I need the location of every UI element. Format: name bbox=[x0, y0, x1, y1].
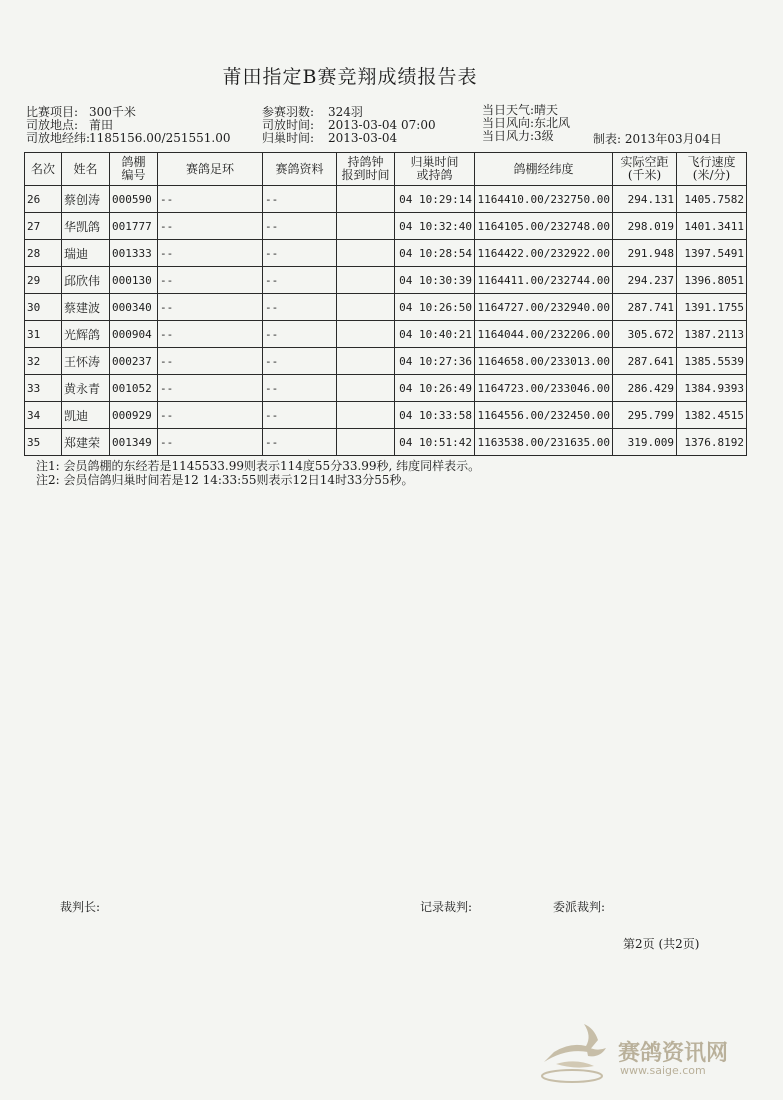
table-cell: 26 bbox=[25, 186, 62, 213]
table-cell bbox=[337, 294, 395, 321]
table-cell: 291.948 bbox=[613, 240, 677, 267]
table-cell: 000929 bbox=[110, 402, 158, 429]
column-header: 飞行速度 (米/分) bbox=[677, 153, 747, 186]
table-cell: 1397.5491 bbox=[677, 240, 747, 267]
watermark-text: 赛鸽资讯网 bbox=[618, 1041, 729, 1066]
table-cell: 286.429 bbox=[613, 375, 677, 402]
table-header-row bbox=[25, 153, 747, 186]
table-cell: 04 10:33:58 bbox=[395, 402, 475, 429]
meta-key: 当日天气: bbox=[482, 103, 535, 117]
notes bbox=[36, 459, 480, 487]
table-cell: 000237 bbox=[110, 348, 158, 375]
table-cell: 1164658.00/233013.00 bbox=[475, 348, 613, 375]
table-cell: -- bbox=[263, 267, 337, 294]
meta-key: 当日风力: bbox=[482, 129, 535, 143]
table-cell: -- bbox=[263, 402, 337, 429]
table-row bbox=[25, 294, 747, 321]
table-cell: 04 10:26:49 bbox=[395, 375, 475, 402]
table-cell: 04 10:28:54 bbox=[395, 240, 475, 267]
table-cell: 王怀涛 bbox=[62, 348, 110, 375]
table-cell: 000340 bbox=[110, 294, 158, 321]
column-header: 姓名 bbox=[62, 153, 110, 186]
table-cell: 04 10:29:14 bbox=[395, 186, 475, 213]
recorder-referee-label: 记录裁判: bbox=[420, 900, 473, 914]
meta-key: 司放地经纬: bbox=[26, 131, 91, 145]
meta-value: 324羽 bbox=[328, 105, 363, 119]
table-cell bbox=[337, 375, 395, 402]
table-row bbox=[25, 429, 747, 456]
table-cell: 1163538.00/231635.00 bbox=[475, 429, 613, 456]
table-cell: -- bbox=[263, 429, 337, 456]
table-cell: 34 bbox=[25, 402, 62, 429]
table-cell: 1164410.00/232750.00 bbox=[475, 186, 613, 213]
meta-value: 2013-03-04 bbox=[328, 131, 398, 145]
meta-row bbox=[26, 132, 230, 145]
table-cell: 27 bbox=[25, 213, 62, 240]
table-cell: 蔡建波 bbox=[62, 294, 110, 321]
table-row bbox=[25, 402, 747, 429]
table-cell: 1164727.00/232940.00 bbox=[475, 294, 613, 321]
table-cell: 29 bbox=[25, 267, 62, 294]
table-cell bbox=[337, 186, 395, 213]
meta-left bbox=[26, 106, 230, 145]
table-cell: 1164556.00/232450.00 bbox=[475, 402, 613, 429]
table-body bbox=[25, 186, 747, 456]
table-cell: 1164105.00/232748.00 bbox=[475, 213, 613, 240]
results-table bbox=[24, 152, 747, 456]
table-cell bbox=[337, 240, 395, 267]
table-cell: 35 bbox=[25, 429, 62, 456]
table-cell: 001052 bbox=[110, 375, 158, 402]
table-cell bbox=[337, 402, 395, 429]
note-1: 注1: 会员鸽棚的东经若是1145533.99则表示114度55分33.99秒, 纬度同样表示。 bbox=[36, 459, 481, 473]
table-cell: 04 10:40:21 bbox=[395, 321, 475, 348]
table-cell: -- bbox=[158, 186, 263, 213]
table-cell: 黄永青 bbox=[62, 375, 110, 402]
table-cell bbox=[337, 267, 395, 294]
table-cell: -- bbox=[158, 240, 263, 267]
table-cell: 1164411.00/232744.00 bbox=[475, 267, 613, 294]
column-header: 赛鸽足环 bbox=[158, 153, 263, 186]
column-header: 鸽棚经纬度 bbox=[475, 153, 613, 186]
table-cell: 1405.7582 bbox=[677, 186, 747, 213]
table-cell: 000590 bbox=[110, 186, 158, 213]
prepared-date: 制表: 2013年03月04日 bbox=[593, 132, 722, 146]
table-cell: -- bbox=[158, 375, 263, 402]
table-cell: 1164044.00/232206.00 bbox=[475, 321, 613, 348]
table-cell: 000904 bbox=[110, 321, 158, 348]
table-cell: -- bbox=[158, 348, 263, 375]
pigeon-logo-icon bbox=[536, 1018, 616, 1088]
table-cell bbox=[337, 321, 395, 348]
meta-key: 当日风向: bbox=[482, 116, 535, 130]
meta-key: 司放时间: bbox=[262, 118, 315, 132]
table-cell: -- bbox=[263, 348, 337, 375]
table-row bbox=[25, 375, 747, 402]
meta-key: 归巢时间: bbox=[262, 131, 315, 145]
column-header: 归巢时间 或持鸽 bbox=[395, 153, 475, 186]
column-header: 名次 bbox=[25, 153, 62, 186]
table-cell: -- bbox=[263, 375, 337, 402]
table-cell: 000130 bbox=[110, 267, 158, 294]
table-cell: 04 10:32:40 bbox=[395, 213, 475, 240]
table-cell: 1401.3411 bbox=[677, 213, 747, 240]
table-cell: 294.237 bbox=[613, 267, 677, 294]
table-cell: 001349 bbox=[110, 429, 158, 456]
table-cell bbox=[337, 213, 395, 240]
table-cell: 1376.8192 bbox=[677, 429, 747, 456]
watermark-url: www.saige.com bbox=[620, 1064, 706, 1077]
meta-value: 2013-03-04 07:00 bbox=[328, 118, 436, 132]
column-header: 鸽棚 编号 bbox=[110, 153, 158, 186]
table-cell: 04 10:26:50 bbox=[395, 294, 475, 321]
table-cell: -- bbox=[263, 240, 337, 267]
table-cell: 31 bbox=[25, 321, 62, 348]
delegate-referee-label: 委派裁判: bbox=[553, 900, 606, 914]
meta-key: 比赛项目: bbox=[26, 105, 79, 119]
table-cell: 1396.8051 bbox=[677, 267, 747, 294]
table-cell: 1384.9393 bbox=[677, 375, 747, 402]
table-cell: 001777 bbox=[110, 213, 158, 240]
column-header: 实际空距 (千米) bbox=[613, 153, 677, 186]
column-header: 持鸽钟 报到时间 bbox=[337, 153, 395, 186]
meta-value: 1185156.00/251551.00 bbox=[89, 131, 231, 145]
table-cell bbox=[337, 348, 395, 375]
table-cell: -- bbox=[158, 429, 263, 456]
table-cell: 319.009 bbox=[613, 429, 677, 456]
meta-middle bbox=[262, 106, 436, 145]
report-title: 莆田指定B赛竞翔成绩报告表 bbox=[222, 66, 478, 88]
table-cell: 1382.4515 bbox=[677, 402, 747, 429]
table-cell: 华凯鸽 bbox=[62, 213, 110, 240]
meta-row bbox=[262, 132, 436, 145]
table-row bbox=[25, 186, 747, 213]
table-row bbox=[25, 213, 747, 240]
table-cell: 凯迪 bbox=[62, 402, 110, 429]
table-cell: 郑建荣 bbox=[62, 429, 110, 456]
table-cell: 1164422.00/232922.00 bbox=[475, 240, 613, 267]
table-cell bbox=[337, 429, 395, 456]
meta-value: 晴天 bbox=[534, 103, 559, 117]
table-cell: -- bbox=[263, 321, 337, 348]
table-cell: 28 bbox=[25, 240, 62, 267]
meta-value: 300千米 bbox=[89, 105, 136, 119]
table-cell: 30 bbox=[25, 294, 62, 321]
meta-right bbox=[482, 104, 570, 143]
table-cell: 295.799 bbox=[613, 402, 677, 429]
table-row bbox=[25, 267, 747, 294]
table-cell: 287.741 bbox=[613, 294, 677, 321]
table-cell: 001333 bbox=[110, 240, 158, 267]
meta-key: 司放地点: bbox=[26, 118, 79, 132]
meta-value: 东北风 bbox=[534, 116, 571, 130]
table-cell: -- bbox=[158, 321, 263, 348]
table-cell: -- bbox=[158, 294, 263, 321]
note-2: 注2: 会员信鸽归巢时间若是12 14:33:55则表示12日14时33分55秒。 bbox=[36, 473, 414, 487]
table-cell: 294.131 bbox=[613, 186, 677, 213]
chief-referee-label: 裁判长: bbox=[60, 900, 101, 914]
table-cell: -- bbox=[158, 267, 263, 294]
table-cell: 1387.2113 bbox=[677, 321, 747, 348]
table-cell: 04 10:30:39 bbox=[395, 267, 475, 294]
table-row bbox=[25, 321, 747, 348]
table-row bbox=[25, 240, 747, 267]
table-cell: 蔡创涛 bbox=[62, 186, 110, 213]
meta-value: 3级 bbox=[534, 129, 554, 143]
table-cell: -- bbox=[158, 402, 263, 429]
table-cell: 瑞迪 bbox=[62, 240, 110, 267]
table-cell: 04 10:51:42 bbox=[395, 429, 475, 456]
table-cell: 光辉鸽 bbox=[62, 321, 110, 348]
table-cell: 1391.1755 bbox=[677, 294, 747, 321]
table-cell: -- bbox=[158, 213, 263, 240]
watermark bbox=[536, 1018, 746, 1088]
table-cell: -- bbox=[263, 213, 337, 240]
meta-row bbox=[482, 130, 570, 143]
meta-key: 参赛羽数: bbox=[262, 105, 315, 119]
page-number: 第2页 (共2页) bbox=[623, 937, 700, 951]
table-cell: 邱欣伟 bbox=[62, 267, 110, 294]
table-cell: 1385.5539 bbox=[677, 348, 747, 375]
table-cell: 1164723.00/233046.00 bbox=[475, 375, 613, 402]
column-header: 赛鸽资料 bbox=[263, 153, 337, 186]
table-cell: 298.019 bbox=[613, 213, 677, 240]
table-cell: 32 bbox=[25, 348, 62, 375]
table-cell: -- bbox=[263, 294, 337, 321]
table-cell: 33 bbox=[25, 375, 62, 402]
meta-value: 莆田 bbox=[89, 118, 114, 132]
table-cell: 287.641 bbox=[613, 348, 677, 375]
table-row bbox=[25, 348, 747, 375]
table-cell: 305.672 bbox=[613, 321, 677, 348]
table-cell: 04 10:27:36 bbox=[395, 348, 475, 375]
table-cell: -- bbox=[263, 186, 337, 213]
